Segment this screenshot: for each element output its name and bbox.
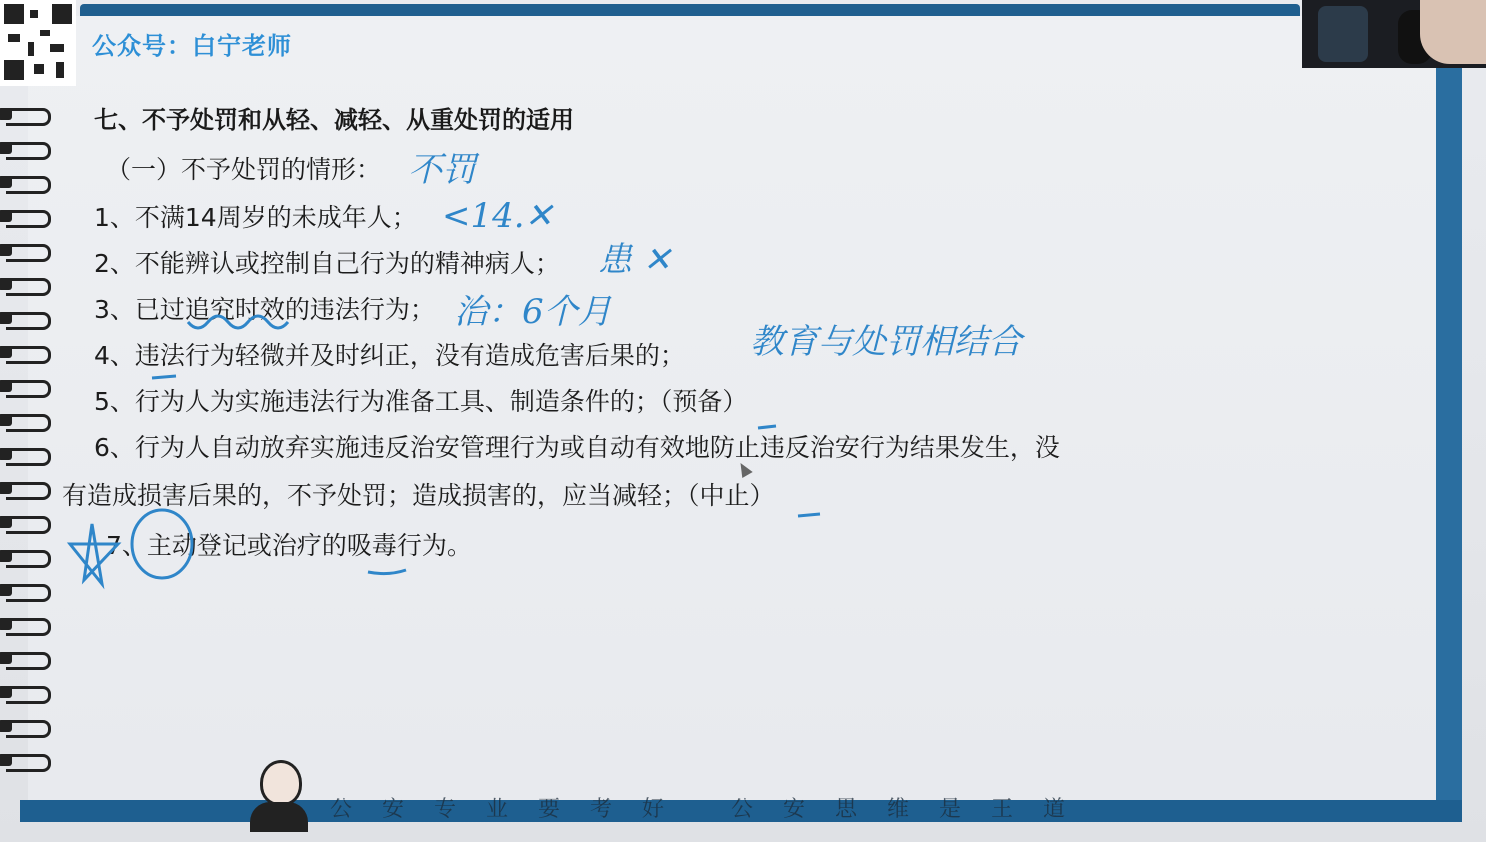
footer-slogan: 公安专业要考好 公安思维是王道	[330, 797, 1095, 822]
list-item: 6、行为人自动放弃实施违反治安管理行为或自动有效地防止违反治安行为结果发生，没	[94, 433, 1060, 462]
list-item: 4、违法行为轻微并及时纠正，没有造成危害后果的；	[94, 341, 685, 370]
notebook-spiral	[0, 96, 52, 796]
handwritten-note: 患 ✕	[598, 240, 672, 280]
handwritten-note: 教育与处罚相结合	[750, 322, 1022, 362]
list-item-continuation: 有造成损害后果的，不予处罚；造成损害的，应当减轻；（中止）	[62, 481, 775, 510]
handwritten-note: 不罚	[408, 150, 476, 190]
handwritten-note: <14.✕	[442, 196, 554, 236]
list-item: 1、不满14周岁的未成年人；	[94, 203, 417, 232]
list-item: 5、行为人为实施违法行为准备工具、制造条件的；（预备）	[94, 387, 748, 416]
list-item: 7、主动登记或治疗的吸毒行为。	[106, 531, 472, 560]
qr-code-icon	[0, 0, 76, 86]
webcam-overlay	[1302, 0, 1486, 68]
list-item: 3、已过追究时效的违法行为；	[94, 295, 435, 324]
handwritten-note: 治：6个月	[454, 292, 612, 332]
subheading: （一）不予处罚的情形：	[106, 155, 382, 184]
section-heading: 七、不予处罚和从轻、减轻、从重处罚的适用	[94, 106, 574, 134]
list-item: 2、不能辨认或控制自己行为的精神病人；	[94, 249, 560, 278]
avatar	[250, 760, 308, 832]
watermark-label: 公众号：白宁老师	[92, 32, 292, 60]
frame-right-bar	[1436, 68, 1462, 816]
